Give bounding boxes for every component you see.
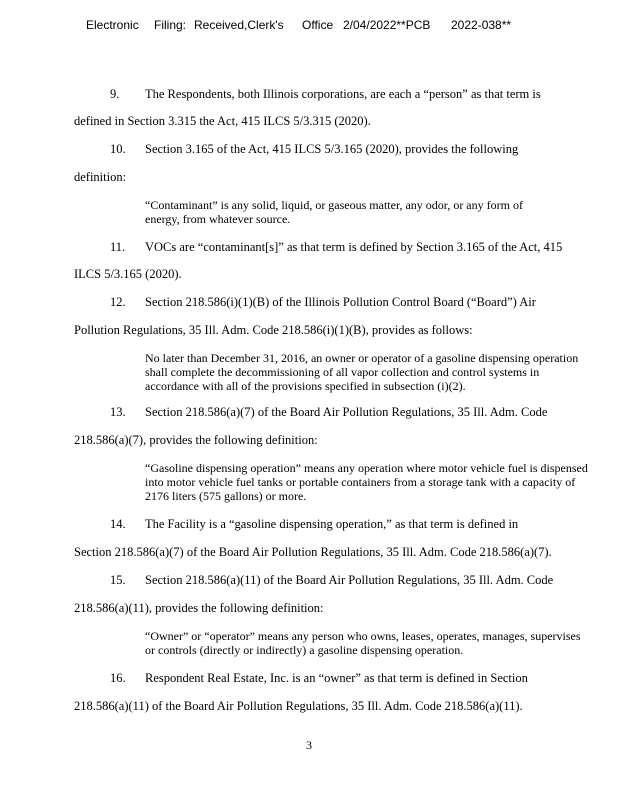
paragraph-15-quote: “Owner” or “operator” means any person who owns, leases, operates, manages, supervises or controls (directly or indirectly) a gasoline dispensing operation. [145,629,581,657]
header-date: 2/04/2022**PCB [343,18,431,32]
paragraph-11-continuation: ILCS 5/3.165 (2020). [74,267,182,281]
paragraph-10-text: Section 3.165 of the Act, 415 ILCS 5/3.165 (2020), provides the following [145,142,519,156]
paragraph-14-text: The Facility is a “gasoline dispensing operation,” as that term is defined in [145,517,519,531]
paragraph-10-quote: “Contaminant” is any solid, liquid, or gaseous matter, any odor, or any form of energy, from whatever source. [145,198,523,226]
paragraph-13-text: Section 218.586(a)(7) of the Board Air Pollution Regulations, 35 Ill. Adm. Code [145,405,548,419]
paragraph-13-number: 13. [110,405,126,419]
paragraph-9-number: 9. [110,87,120,101]
paragraph-9-text: The Respondents, both Illinois corporations, are each a “person” as that term is [145,87,541,101]
paragraph-14-continuation: Section 218.586(a)(7) of the Board Air Pollution Regulations, 35 Ill. Adm. Code 218.586(a)(7). [74,545,552,559]
paragraph-13-continuation: 218.586(a)(7), provides the following definition: [74,433,318,447]
paragraph-9-continuation: defined in Section 3.315 the Act, 415 ILCS 5/3.315 (2020). [74,114,371,128]
paragraph-13-quote: “Gasoline dispensing operation” means any operation where motor vehicle fuel is dispensed into motor vehicle fuel tanks or portable containers from a storage tank with a capacity of 2176 liters (575 gallons) or more. [145,461,588,503]
paragraph-16-continuation: 218.586(a)(11) of the Board Air Pollution Regulations, 35 Ill. Adm. Code 218.586(a)(11). [74,699,523,713]
paragraph-15-text: Section 218.586(a)(11) of the Board Air Pollution Regulations, 35 Ill. Adm. Code [145,573,554,587]
paragraph-15-number: 15. [110,573,126,587]
header-docket: 2022-038** [451,18,512,32]
header-received: Received,Clerk's [194,18,284,32]
paragraph-11-text: VOCs are “contaminant[s]” as that term is defined by Section 3.165 of the Act, 415 [145,240,563,254]
paragraph-12-text: Section 218.586(i)(1)(B) of the Illinois Pollution Control Board (“Board”) Air [145,295,536,309]
paragraph-10-continuation: definition: [74,170,127,184]
paragraph-10-number: 10. [110,142,126,156]
header-electronic: Electronic [86,18,139,32]
paragraph-12-quote: No later than December 31, 2016, an owner or operator of a gasoline dispensing operation shall complete the decommissioning of all vapor collection and control systems in accordance with all of the provisions specified in subsection (i)(2). [145,351,579,393]
header-office: Office [302,18,334,32]
paragraph-15-continuation: 218.586(a)(11), provides the following definition: [74,601,324,615]
paragraph-16-number: 16. [110,671,126,685]
paragraph-16-text: Respondent Real Estate, Inc. is an “owner” as that term is defined in Section [145,671,528,685]
header-filing: Filing: [154,18,187,32]
paragraph-11-number: 11. [110,240,126,254]
page-number: 3 [306,738,312,752]
paragraph-12-continuation: Pollution Regulations, 35 Ill. Adm. Code 218.586(i)(1)(B), provides as follows: [74,323,473,337]
paragraph-12-number: 12. [110,295,126,309]
paragraph-14-number: 14. [110,517,126,531]
